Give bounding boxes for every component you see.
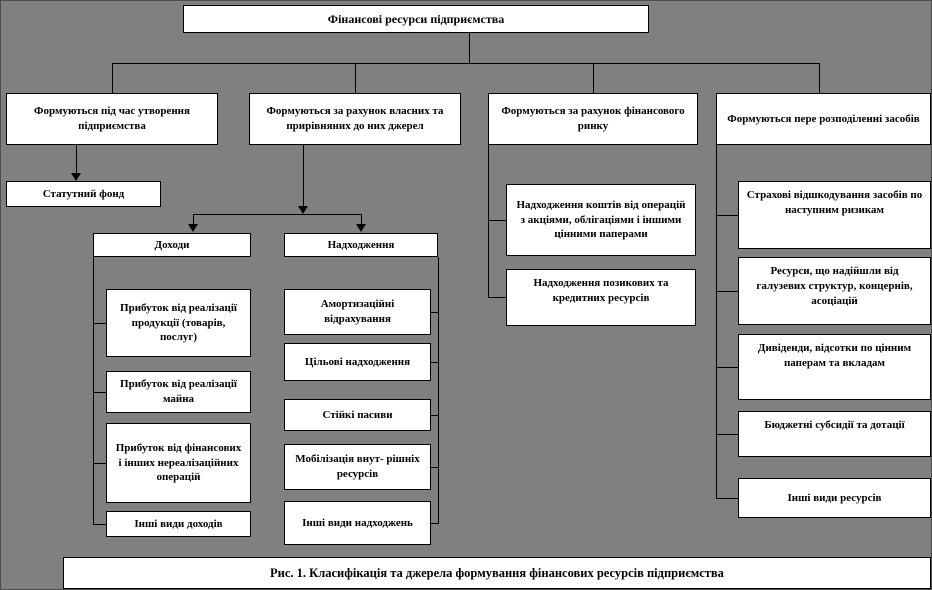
incomes-item-profit-financial: Прибуток від фінансових і інших нереалізаційних операцій <box>106 423 251 503</box>
financial-market-item-securities: Надходження коштів від операцій з акціями, облігаціями і іншими цінними паперами <box>506 184 696 256</box>
receipts-stub-3 <box>431 415 439 416</box>
incomes-item-other: Інші види доходів <box>106 511 251 537</box>
figure-caption: Рис. 1. Класифікація та джерела формування фінансових ресурсів підприємства <box>63 557 931 589</box>
redistribution-item-industry: Ресурси, що надійшли від галузевих структур, концернів, асоціацій <box>738 257 931 325</box>
branch-redistribution-title: Формуються пере розподіленні засобів <box>716 93 931 145</box>
receipts-stub-2 <box>431 362 439 363</box>
statutory-fund-node: Статутний фонд <box>6 181 161 207</box>
connector-creation-drop <box>76 145 77 174</box>
financial-market-stub-1 <box>488 220 506 221</box>
receipts-spine <box>438 257 439 523</box>
arrowhead-statutory-fund <box>71 173 81 181</box>
arrowhead-own-sources-junction <box>298 206 308 214</box>
incomes-spine <box>93 257 94 524</box>
receipts-item-targeted: Цільові надходження <box>284 343 431 381</box>
connector-to-branch-own-sources <box>355 63 356 93</box>
redistribution-item-insurance: Страхові відшкодування засобів по наступним ризикам <box>738 181 931 249</box>
financial-market-item-credit: Надходження позикових та кредитних ресурсів <box>506 269 696 326</box>
redistribution-stub-5 <box>716 498 738 499</box>
arrowhead-incomes <box>188 224 198 232</box>
incomes-item-profit-property: Прибуток від реалізації майна <box>106 371 251 413</box>
redistribution-item-dividends: Дивіденди, відсотки по цінним паперам та вкладам <box>738 334 931 400</box>
receipts-stub-1 <box>431 312 439 313</box>
branch-financial-market-title: Формуються за рахунок фінансового ринку <box>488 93 698 145</box>
incomes-item-profit-products: Прибуток від реалізації продукції (товарів, послуг) <box>106 289 251 357</box>
redistribution-spine <box>716 145 717 498</box>
connector-to-branch-redistribution <box>819 63 820 93</box>
incomes-stub-2 <box>93 392 106 393</box>
branch-own-sources-title: Формуються за рахунок власних та прирівняних до них джерел <box>249 93 461 145</box>
incomes-stub-3 <box>93 463 106 464</box>
redistribution-item-subsidies: Бюджетні субсидії та дотації <box>738 411 931 457</box>
receipts-item-other: Інші види надходжень <box>284 501 431 545</box>
redistribution-item-other: Інші види ресурсів <box>738 478 931 518</box>
receipts-item-depreciation: Амортизаційні відрахування <box>284 289 431 335</box>
connector-to-branch-financial-market <box>593 63 594 93</box>
receipts-header: Надходження <box>284 233 438 257</box>
root-node: Фінансові ресурси підприємства <box>183 5 649 33</box>
incomes-stub-4 <box>93 524 106 525</box>
connector-to-branch-creation <box>112 63 113 93</box>
redistribution-stub-1 <box>716 215 738 216</box>
receipts-stub-5 <box>431 523 439 524</box>
arrowhead-receipts <box>356 224 366 232</box>
redistribution-stub-3 <box>716 367 738 368</box>
connector-own-sources-rail <box>193 214 362 215</box>
redistribution-stub-4 <box>716 434 738 435</box>
incomes-header: Доходи <box>93 233 251 257</box>
redistribution-stub-2 <box>716 291 738 292</box>
receipts-item-mobilization: Мобілізація внут- рішніх ресурсів <box>284 444 431 490</box>
connector-main-rail <box>112 63 820 64</box>
financial-market-spine <box>488 145 489 297</box>
branch-creation-title: Формуються під час утворення підприємства <box>6 93 218 145</box>
receipts-stub-4 <box>431 467 439 468</box>
connector-root-drop <box>469 33 470 63</box>
financial-market-stub-2 <box>488 297 506 298</box>
incomes-stub-1 <box>93 323 106 324</box>
receipts-item-stable-liabilities: Стійкі пасиви <box>284 399 431 431</box>
connector-own-sources-drop <box>303 145 304 207</box>
